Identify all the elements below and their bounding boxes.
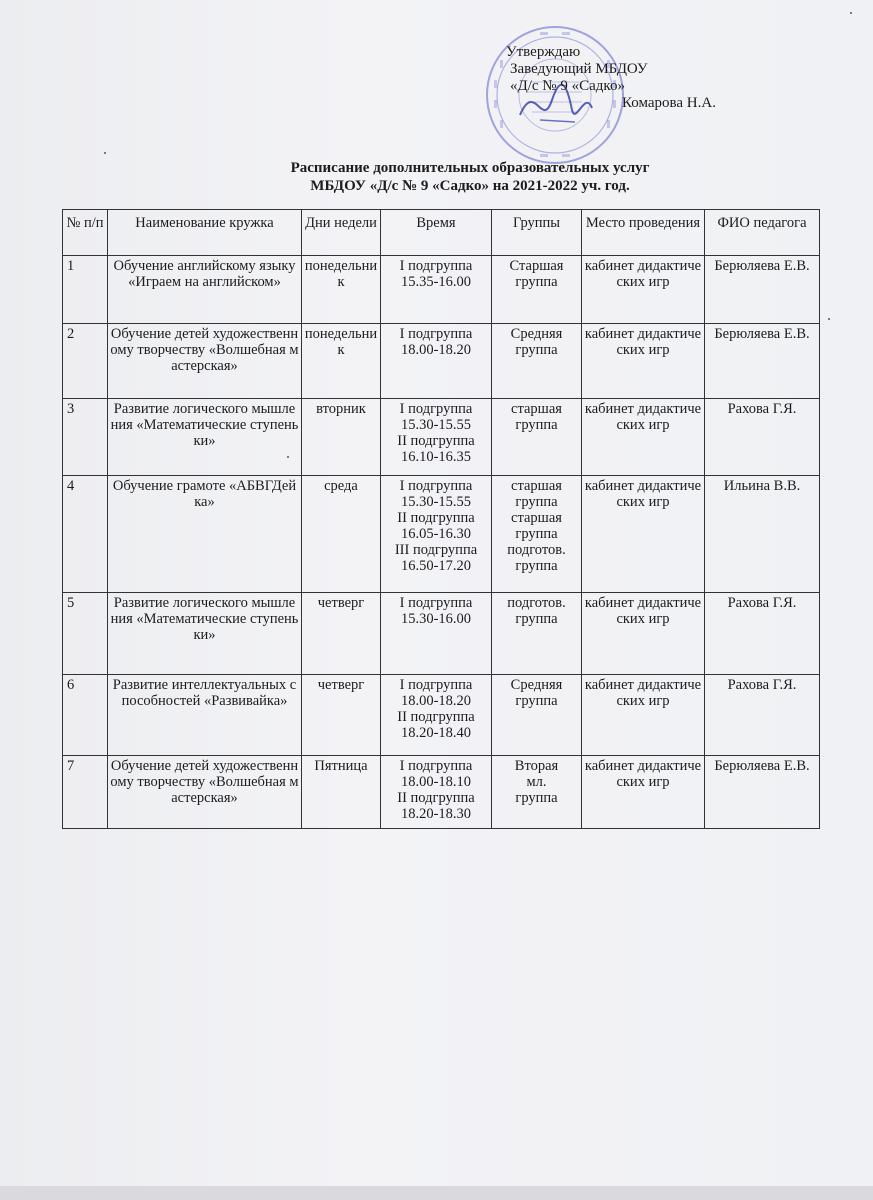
table-row <box>63 324 820 399</box>
time <box>381 476 492 593</box>
teacher: Рахова Г.Я. <box>705 399 820 476</box>
approval-position: Заведующий МБДОУ <box>510 61 648 77</box>
scan-speck <box>104 152 106 154</box>
group-line: группа <box>515 526 558 542</box>
teacher: Берюляева Е.В. <box>705 324 820 399</box>
time <box>381 593 492 675</box>
day: вторник <box>302 399 381 476</box>
time-line: 18.00-18.20 <box>400 693 472 709</box>
header-number: № п/п <box>63 210 108 256</box>
approval-signatory: Комарова Н.А. <box>622 95 716 111</box>
table-row <box>63 476 820 593</box>
teacher: Рахова Г.Я. <box>705 675 820 756</box>
scan-speck <box>287 456 289 458</box>
time-line: I подгруппа <box>399 758 473 774</box>
group-line: подготов. <box>507 542 566 558</box>
group-line: группа <box>515 558 558 574</box>
time-line: II подгруппа <box>397 433 475 449</box>
group-line: группа <box>515 611 558 627</box>
scan-edge <box>0 1186 873 1200</box>
place: кабинет дидактических игр <box>582 324 705 399</box>
time-line: 18.00-18.20 <box>400 342 472 358</box>
group <box>492 476 582 593</box>
day: понедельник <box>302 256 381 324</box>
time-line: II подгруппа <box>397 709 475 725</box>
time-line: 15.30-16.00 <box>400 611 472 627</box>
scan-speck <box>828 318 830 320</box>
group <box>492 756 582 829</box>
approval-organization: «Д/с № 9 «Садко» <box>510 78 625 94</box>
place: кабинет дидактических игр <box>582 399 705 476</box>
group-line: Средняя <box>510 326 563 342</box>
place: кабинет дидактических игр <box>582 256 705 324</box>
row-number: 7 <box>63 756 108 829</box>
row-number: 2 <box>63 324 108 399</box>
group <box>492 256 582 324</box>
time-line: I подгруппа <box>399 401 473 417</box>
teacher: Рахова Г.Я. <box>705 593 820 675</box>
header-club-name: Наименование кружка <box>108 210 302 256</box>
group-line: Старшая <box>509 258 564 274</box>
row-number: 6 <box>63 675 108 756</box>
club-name: Обучение английскому языку «Играем на английском» <box>108 256 302 324</box>
day: четверг <box>302 593 381 675</box>
place: кабинет дидактических игр <box>582 476 705 593</box>
group-line: группа <box>515 274 558 290</box>
time-line: 16.05-16.30 <box>400 526 472 542</box>
time-line: II подгруппа <box>397 510 475 526</box>
group <box>492 675 582 756</box>
header-teacher: ФИО педагога <box>705 210 820 256</box>
time <box>381 324 492 399</box>
time-line: 15.35-16.00 <box>400 274 472 290</box>
club-name: Развитие интеллектуальных способностей «Развивайка» <box>108 675 302 756</box>
title-line-2: МБДОУ «Д/с № 9 «Садко» на 2021-2022 уч. год. <box>310 178 630 194</box>
group-line: Вторая <box>514 758 559 774</box>
time-line: 18.20-18.30 <box>400 806 472 822</box>
time-line: 18.20-18.40 <box>400 725 472 741</box>
time-line: 15.30-15.55 <box>400 417 472 433</box>
group-line: мл. <box>526 774 547 790</box>
time-line: 15.30-15.55 <box>400 494 472 510</box>
group-line: группа <box>515 693 558 709</box>
group <box>492 593 582 675</box>
group-line: старшая <box>511 478 562 494</box>
club-name: Обучение детей художественному творчеству «Волшебная мастерская» <box>108 324 302 399</box>
header-time: Время <box>381 210 492 256</box>
time <box>381 675 492 756</box>
time-line: III подгруппа <box>394 542 478 558</box>
group-line: группа <box>515 342 558 358</box>
table-row <box>63 675 820 756</box>
time <box>381 756 492 829</box>
time-line: 18.00-18.10 <box>400 774 472 790</box>
row-number: 3 <box>63 399 108 476</box>
time-line: I подгруппа <box>399 478 473 494</box>
time-line: 16.50-17.20 <box>400 558 472 574</box>
group-line: старшая <box>511 510 562 526</box>
group-line: группа <box>515 790 558 806</box>
club-name: Развитие логического мышления «Математические ступеньки» <box>108 399 302 476</box>
time <box>381 256 492 324</box>
group-line: Средняя <box>510 677 563 693</box>
place: кабинет дидактических игр <box>582 593 705 675</box>
row-number: 5 <box>63 593 108 675</box>
place: кабинет дидактических игр <box>582 756 705 829</box>
teacher: Берюляева Е.В. <box>705 756 820 829</box>
header-days: Дни недели <box>302 210 381 256</box>
club-name: Развитие логического мышления «Математические ступеньки» <box>108 593 302 675</box>
time-line: I подгруппа <box>399 677 473 693</box>
time-line: II подгруппа <box>397 790 475 806</box>
group <box>492 399 582 476</box>
row-number: 1 <box>63 256 108 324</box>
row-number: 4 <box>63 476 108 593</box>
time-line: I подгруппа <box>399 595 473 611</box>
day: понедельник <box>302 324 381 399</box>
table-header-row <box>63 210 820 256</box>
table-row <box>63 756 820 829</box>
table-row <box>63 593 820 675</box>
time-line: I подгруппа <box>399 258 473 274</box>
header-place: Место проведения <box>582 210 705 256</box>
document-title <box>60 159 873 195</box>
group <box>492 324 582 399</box>
title-line-1: Расписание дополнительных образовательных услуг <box>290 160 650 176</box>
table-row <box>63 399 820 476</box>
teacher: Берюляева Е.В. <box>705 256 820 324</box>
time <box>381 399 492 476</box>
club-name: Обучение грамоте «АБВГДейка» <box>108 476 302 593</box>
scan-speck <box>850 12 852 14</box>
schedule-table <box>62 209 820 829</box>
teacher: Ильина В.В. <box>705 476 820 593</box>
group-line: подготов. <box>507 595 566 611</box>
approval-block <box>506 44 836 112</box>
group-line: старшая <box>511 401 562 417</box>
day: среда <box>302 476 381 593</box>
day: Пятница <box>302 756 381 829</box>
approval-heading: Утверждаю <box>506 44 581 60</box>
time-line: 16.10-16.35 <box>400 449 472 465</box>
time-line: I подгруппа <box>399 326 473 342</box>
club-name: Обучение детей художественному творчеству «Волшебная мастерская» <box>108 756 302 829</box>
day: четверг <box>302 675 381 756</box>
group-line: группа <box>515 494 558 510</box>
header-groups: Группы <box>492 210 582 256</box>
place: кабинет дидактических игр <box>582 675 705 756</box>
group-line: группа <box>515 417 558 433</box>
table-row <box>63 256 820 324</box>
